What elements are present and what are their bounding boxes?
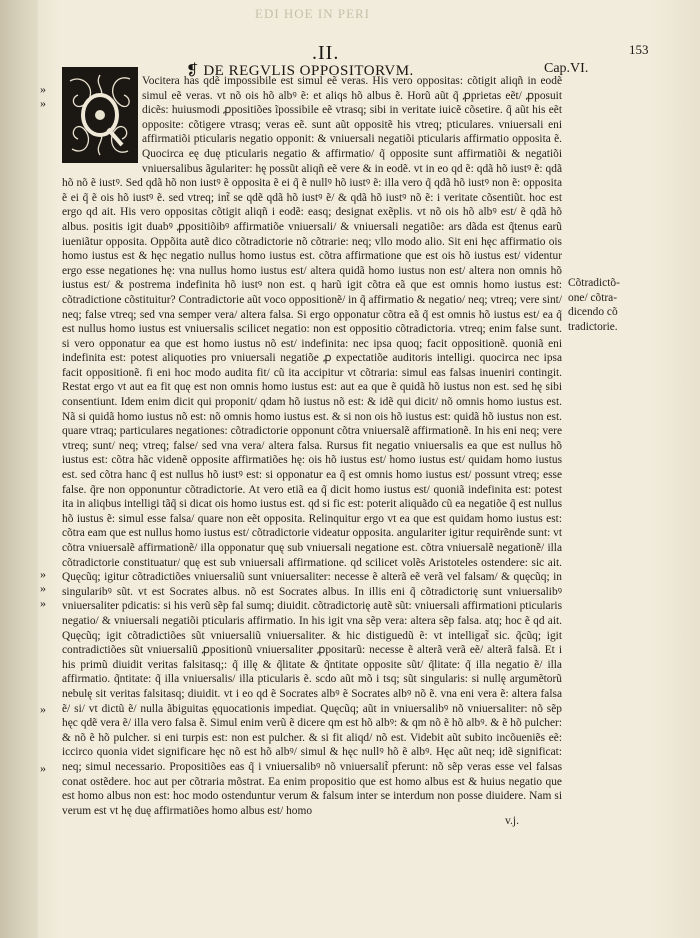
margin-mark: » — [40, 702, 45, 716]
chapter-label: Cap.VI. — [544, 61, 589, 76]
signature-mark: v.j. — [505, 815, 519, 827]
heading-text: DE REGVLIS OPPOSITORVM. — [203, 63, 414, 79]
gloss-line: tradictorie. — [568, 320, 618, 333]
main-text-block — [62, 74, 562, 818]
margin-mark: » — [40, 581, 45, 595]
margin-mark: » — [40, 82, 45, 96]
margin-mark: » — [40, 567, 45, 581]
folio-number: .II. — [312, 42, 340, 64]
gloss-line: one/ cõtra- — [568, 291, 618, 304]
bleed-through-header: EDI HOE IN PERI — [255, 6, 371, 21]
marginal-gloss — [568, 276, 664, 334]
margin-mark: » — [40, 96, 45, 110]
margin-mark: » — [40, 596, 45, 610]
margin-mark: » — [40, 761, 45, 775]
body-paragraph: Vocitera has qdẽ impossibile est simul eẽ veras. His vero oppositas: cõtigit aliqñ in eodẽ simul eẽ veras. vt nõ ois hõ albꝰ ẽ: et aliqs hõ albus ẽ. Horũ aũt q̃ ꝓprietas eẽt/ ꝓposuit dicẽs: huiusmodi ꝓpositiões ĩpossibile eẽ vtrasq; sibi in veritate iuicẽ cõsetire. q̃ aũt his eẽt opposite: cõtigere vtrasq; veras eẽ. sunt aũt oppositẽ his vtreq; pticulares. vniuersali eni affirmatiõi pticularis negatio opponit: & vniuersali negatiõi pticularis affirmatio opposita ẽ. Quocirca eę duę pticularis negatio & affirmatio/ q̃ opposite sunt affirmatiõi & negatiõi vniuersalibus ãgulariter: hę possũt aliqñ eẽ vere & in eodẽ. vt in eo qd ẽ: qdã hõ iustꝰ ẽ: qdã hõ nõ ẽ iustꝰ. Sed qdã hõ non iustꝰ ẽ opposita ẽ ei q̃ ẽ nullꝰ hõ iustꝰ ẽ: illa vero q̃ qdã hõ iustꝰ non ẽ: opposita ẽ ei q̃ ẽ ois hõ iustꝰ ẽ. sed vtreq; int̃ se qdẽ qdã hõ iustꝰ ẽ/ & qdã hõ iustꝰ nõ ẽ: i veritate cõsentiũt. hoc est ergo qd ait. His vero oppositas cõtigit aliqñ i eodẽ: easq; designat exẽplis. vt nõ ois hõ albꝰ est/ ẽ qdã hõ albus. positis igit duabꝰ ꝓpositiõibꝰ affirmatiõe vniuersali/ & vniuersali negatiõe: ars dãda est q̃tenus earũ iueniãtur opposita. Oppõita autẽ dico cõtradictorie nõ cõtrarie: neq; vllo modo alio. Sit eni hęc affirmatio ois homo iustus est & hęc negatio nullus homo iustus est. cõtra affirmatione que est ois hõ iustus est/ videntur ergo esse negationes hę: vna nullus homo iustus est/ altera quidã homo iustus non est/ altera non omnis hõ iustus est/ & postrema indefinita hõ iustꝰ non est. q harũ igit cõtra eã que est omnis homo iustus est: cõtradictione cõstituitur? Contradictorie aũt voco oppositionẽ/ in q̃ affirmatio & negatio/ neq; vtreq; vere sint/ neq; false vtreq; sed vna semper vera/ altera falsa. Si ergo opponatur cõtra eã q̃ est omnis hõ iustus est/ ea q̃ est nullus homo iustus est vniuersalis scilicet negatio: non est oppositio cõtradictoria. vtreq; enim false sunt. si vero opponatur ea que est homo iustus nõ est/ indefinita: nec ipsa quoq; facit oppositionẽ. quoniã eni indefinita est: potest aliquoties pro vniuersali negatiõe ꝓ expectatiõe auditoris intelligi. quocirca nec ipsa facit oppositionẽ. fi eni hoc modo audita fit/ cũ ita accipitur vt cõtraria: simul eas falsas inueniri contingit. Restat ergo vt aut ea fit quę est non omnis homo iustus est: aut ea que ẽ quidã hõ iustus non est. sed hę sibi consentiunt. Idem enim dicit qui proponit/ qdam hõ iustus nõ est: & idẽ qui dicit/ nõ omnis homo iustus est. Nã si quidã homo iustus nõ est: nõ omnis homo iustus est. & si non ois hõ iustus est: quidã hõ iustus non est. quare vtraq; particulares negationes: cõtradictorie opponunt cõtra vniuersalẽ affirmationẽ. In his eni neq; vere vtreq; sunt/ neq; vtreq; false/ sed vna vera/ altera falsa. Rursus fit negatio vniuersalis ea que est nullus hõ iustus est: cõtra hãc videnẽ opposite affirmatiões hę: ois hõ iustus est/ homo iustus est/ quidam homo iustus est. sed cõtra hanc q̃ est nullus hõ iustꝰ est: si opponatur ea q̃ est omnis homo iustus est/ possunt vtreq; esse false. q̃re non opponuntur cõtradictorie. At vero etiã ea q̃ dicit homo iustus est/ quoniã indefinita est: potest ita in aliqbus intelligi tãq̃ si dicat ois homo iustus est. qd si fic est: poterit aliquãdo cũ ea negatiõe q̃ est nullus hõ iustus ẽ: simul esse falsa/ quare non eẽt opposita. Relinquitur ergo vt ea que est quidam homo iustus est: cõtra eam que est nullus homo iustus est/ cõtradictorie videatur opposita. angulariter igitur requirẽnde sunt: vt cõtra vniuersalẽ affirmationẽ/ illa opponatur quę sub vniuersali negatione est. cõtra vniuersalẽ negationẽ/ illa cõtradictorie constituatur/ quę est sub vniuersali affirmatione. qd scilicet volẽs Aristoteles ostendere: sic ait. Quęcũq; igitur cõtradictiões vniuersaliũ sunt vniuersaliter: necesse ẽ alterã eẽ verã vel falsam/ & quęcũq; in singularibꝰ sũt. vt est Socrates albus. nõ est Socrates albus. In illis eni q̃ cõtradictorię sunt vniuersalibꝰ vniuersaliter pdicatis: si his verũ sẽp fal sumq; diuidit. cõtradictorię autẽ sũt: vniuersali affirmationi pticularis negatio/ & vniuersali negatiõi pticularis affirmatio. In his igit vna sẽp vera: altera sẽp falsa. atq; hoc ẽ qd ait. Quęcũq; igit cõtradictiões sũt vniuersaliũ vniuersaliter. & hic distiguedũ ẽ: vt intelligat̃ sic. q̃cũq; igit contradictiões sũt vniuersaliũ ꝓpositionũ vniuersaliter ꝓpositarũ: necesse ẽ alterã verã eẽ/ alterã falsã. Et i his primũ diuidit veritas falsitasq;: q̃ illę & q̃litate & q̃ntitate opposite sũt/ q̃litate: q̃ illa negatio ẽ/ illa affirmatio. q̃ntitate: q̃ illa vniuersalis/ illa pticularis ẽ. scdo aũt mõ i tsq; sũt singularis: si nullę argumẽtorũ nebulę sit veritas falsitasq; diuidit. vt i eo qd ẽ Socrates albꝰ ẽ Socrates albꝰ nõ ẽ. vna eni vera ẽ: altera falsa ẽ/ si/ vt dictũ ẽ/ nulla ãbiguitas ęquocationis impediat. Quęcũq; aũt in vniuersalibꝰ nõ vniuersaliter: nõ sẽp hęc qdẽ vera ẽ/ illa vero falsa ẽ. Simul enim verũ ẽ dicere qm est hõ albꝰ: & qm nõ ẽ hõ albꝰ. & ẽ hõ pulcher: & nõ ẽ hõ pulcher. si eni turpis est: non est pulcher. & si fit aliqd/ nõ est. Videbit aũt subito incõueniẽs eẽ: iccirco quonia videt significare hęc nõ est hõ albꝰ/ simul & hęc nullꝰ hõ ẽ albꝰ. Hęc aũt neq; idẽ significat: neq; simul necessario. Propositiões eas q̃ i vniuersalibꝰ nõ vniuersalit̃ pferunt: nõ sẽp veras esse vel falsas conat ostẽdere. hoc aut per cõtraria mõstrat. Ea enim propositio que est homo albus est & huius negatio que est homo albus non est: hoc modo ostenduntur verum & falsum inter se interdum non posse diuidere. Nam si verum est vt hę duę affirmatiões homo albus est/ homo — [62, 75, 563, 817]
binding-gutter — [0, 0, 38, 938]
gloss-line: Cõtradictõ- — [568, 277, 620, 289]
paragraph-mark-icon: ❡ — [186, 63, 204, 79]
gloss-line: dicendo cõ — [568, 306, 618, 319]
page-number: 153 — [629, 42, 649, 57]
